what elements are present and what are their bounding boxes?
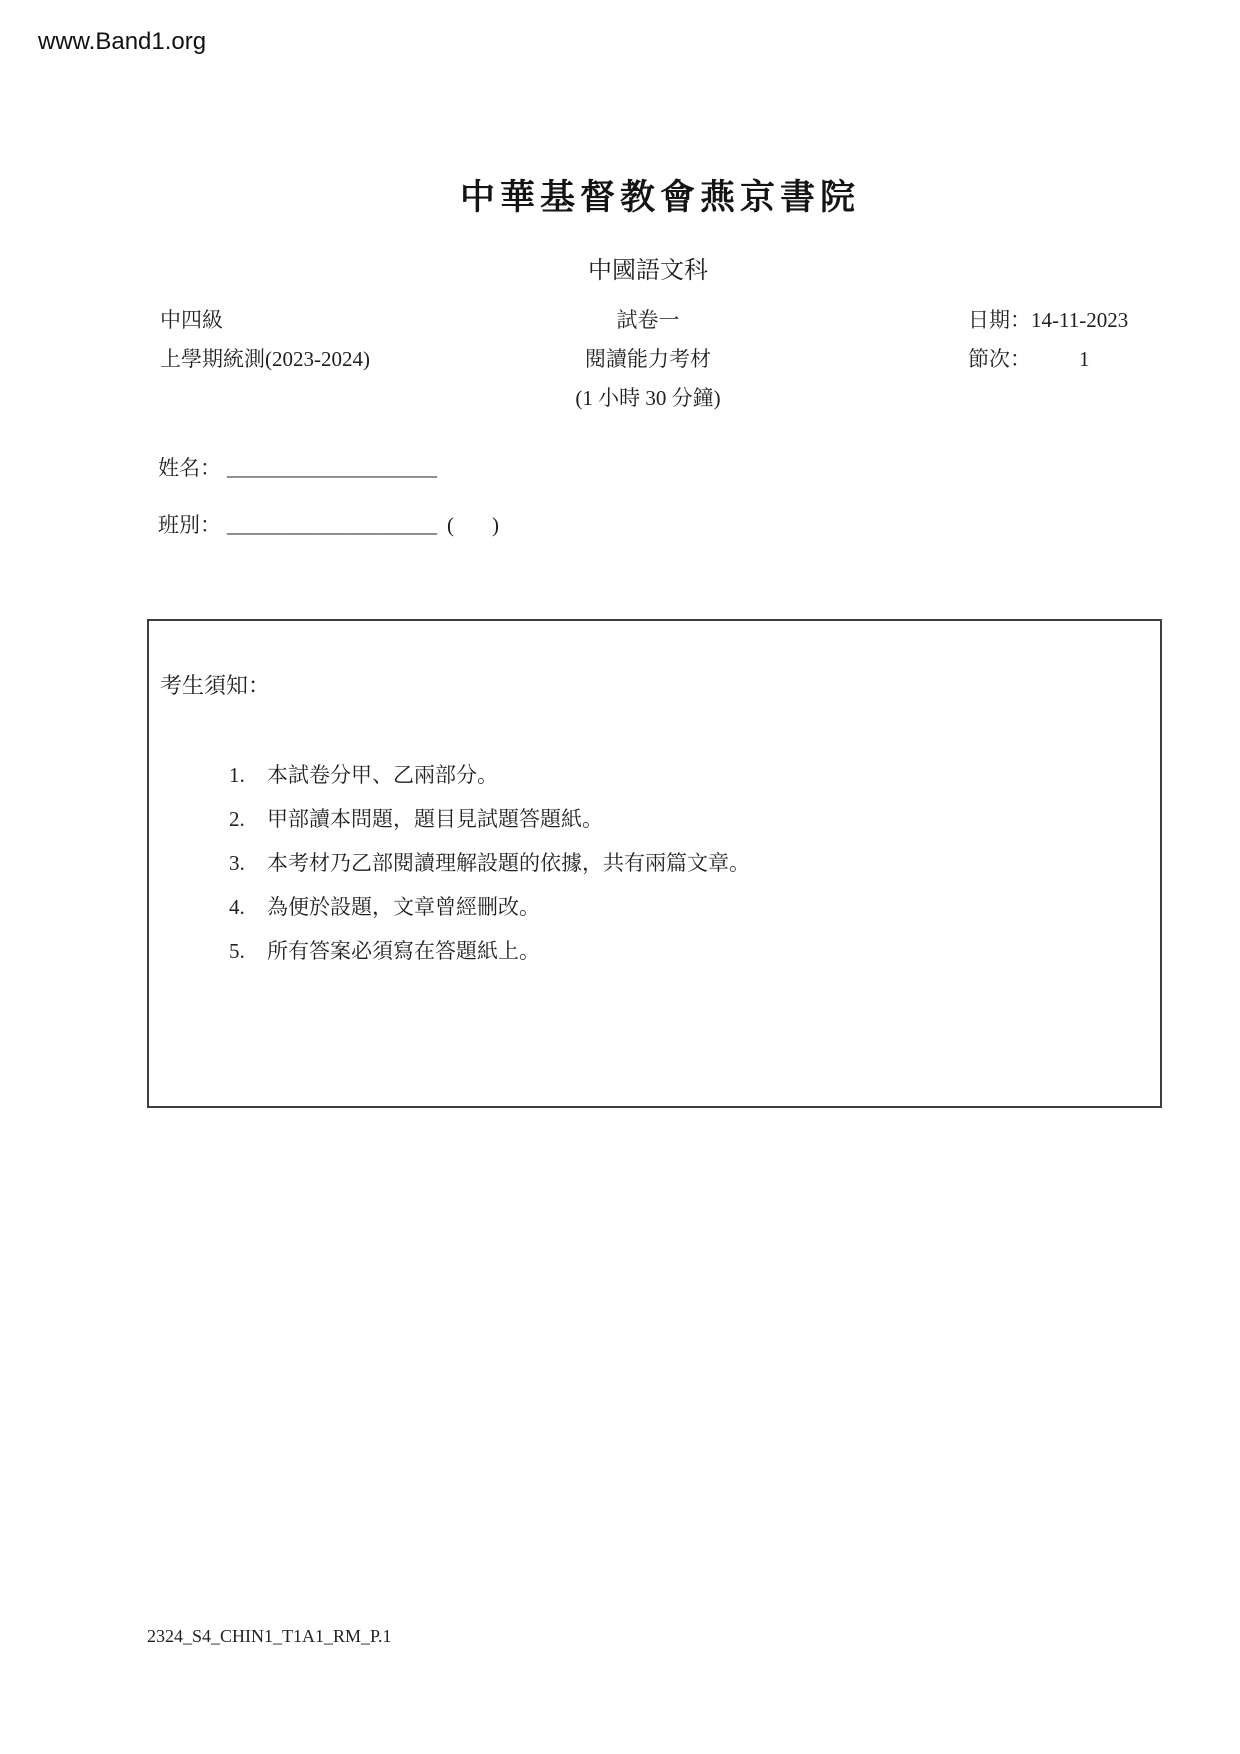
date-label: 日期：	[968, 308, 1031, 332]
class-fill-line: ____________________	[227, 513, 437, 537]
notice-box	[147, 619, 1162, 1108]
name-fill-line: ____________________	[227, 456, 437, 480]
notice-item-text: 為便於設題，文章曾經刪改。	[267, 895, 540, 919]
notice-item-number: 2.	[229, 807, 245, 831]
subject-title: 中國語文科	[588, 258, 708, 284]
site-watermark: www.Band1.org	[38, 28, 207, 55]
notice-item-text: 甲部讀本問題，題目見試題答題紙。	[267, 807, 603, 831]
student-class-row	[158, 509, 499, 539]
notice-item	[229, 805, 750, 833]
bracket-close: )	[492, 513, 499, 537]
notice-item-number: 1.	[229, 763, 245, 787]
grade-level: 中四級	[160, 308, 223, 332]
class-label: 班別：	[158, 513, 221, 537]
exam-info-right	[968, 301, 1128, 379]
notice-list	[229, 761, 750, 981]
notice-item-number: 5.	[229, 939, 245, 963]
notice-item-text: 本考材乃乙部閱讀理解設題的依據，共有兩篇文章。	[267, 851, 750, 875]
term-label: 上學期統測(2023-2024)	[160, 347, 370, 371]
bracket-open: (	[447, 513, 454, 537]
notice-item-number: 4.	[229, 895, 245, 919]
exam-date-row	[968, 301, 1128, 340]
notice-item-text: 本試卷分甲、乙兩部分。	[267, 763, 498, 787]
school-name: 中華基督教會燕京書院	[459, 178, 860, 217]
notice-item	[229, 893, 750, 921]
notice-item	[229, 849, 750, 877]
session-label: 節次：	[968, 347, 1031, 371]
student-name-row	[158, 452, 437, 482]
paper-number: 試卷一	[616, 308, 680, 332]
page-footer-code: 2324_S4_CHIN1_T1A1_RM_P.1	[147, 1626, 392, 1646]
paper-title: 閱讀能力考材	[585, 347, 711, 371]
notice-heading: 考生須知：	[160, 673, 271, 698]
exam-info-left	[160, 301, 370, 379]
class-number-brackets	[447, 513, 499, 537]
paper-duration: (1 小時 30 分鐘)	[575, 386, 721, 410]
session-value: 1	[1079, 347, 1090, 371]
notice-item-number: 3.	[229, 851, 245, 875]
notice-item	[229, 937, 750, 965]
notice-item-text: 所有答案必須寫在答題紙上。	[267, 939, 540, 963]
date-value: 14-11-2023	[1031, 308, 1129, 332]
notice-item	[229, 761, 750, 789]
session-row	[968, 340, 1128, 379]
name-label: 姓名：	[158, 456, 221, 480]
exam-info-center	[408, 301, 888, 418]
